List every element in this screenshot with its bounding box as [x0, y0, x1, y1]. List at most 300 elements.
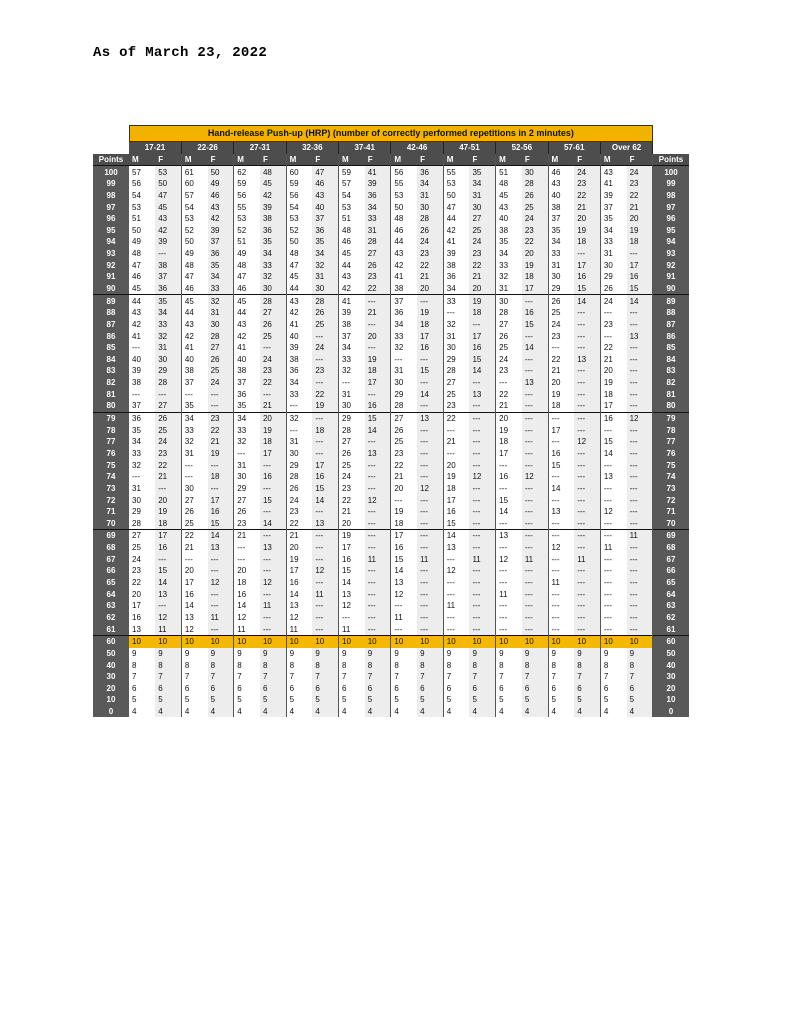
male-reps-cell: ---	[496, 518, 522, 530]
male-reps-cell: 25	[129, 542, 155, 554]
female-reps-cell: 19	[208, 448, 234, 460]
female-reps-cell: 17	[522, 283, 548, 295]
male-reps-cell: 45	[129, 283, 155, 295]
male-reps-cell: 7	[391, 671, 417, 683]
female-reps-cell: 4	[469, 706, 495, 718]
female-reps-cell: 14	[208, 530, 234, 542]
score-row	[93, 354, 689, 366]
female-reps-cell: 35	[469, 166, 495, 178]
male-reps-cell: 41	[443, 236, 469, 248]
points-cell-left: 87	[93, 319, 129, 331]
female-reps-cell: ---	[627, 577, 653, 589]
score-row	[93, 190, 689, 202]
female-reps-cell: 5	[155, 694, 181, 706]
female-reps-cell: ---	[469, 612, 495, 624]
male-reps-cell: 40	[181, 354, 207, 366]
female-reps-cell: 18	[627, 236, 653, 248]
score-row	[93, 201, 689, 213]
score-row	[93, 307, 689, 319]
male-reps-cell: ---	[129, 342, 155, 354]
female-reps-cell: ---	[522, 623, 548, 635]
female-reps-cell: ---	[574, 248, 600, 260]
female-reps-cell: ---	[522, 436, 548, 448]
male-reps-cell: 22	[600, 342, 626, 354]
female-reps-cell: ---	[365, 565, 391, 577]
female-reps-cell: 53	[155, 166, 181, 178]
female-reps-cell: 9	[417, 648, 443, 660]
female-reps-cell: ---	[365, 388, 391, 400]
female-reps-cell: 14	[417, 388, 443, 400]
female-reps-cell: 30	[155, 354, 181, 366]
female-reps-cell: ---	[312, 542, 338, 554]
male-header: M	[181, 154, 207, 166]
female-reps-cell: 31	[365, 224, 391, 236]
female-reps-cell: ---	[627, 494, 653, 506]
score-row	[93, 213, 689, 225]
female-reps-cell: ---	[574, 400, 600, 412]
male-reps-cell: 10	[181, 635, 207, 647]
female-reps-cell: 22	[312, 388, 338, 400]
score-row	[93, 342, 689, 354]
female-reps-cell: ---	[208, 600, 234, 612]
male-reps-cell: 13	[129, 623, 155, 635]
male-reps-cell: ---	[339, 377, 365, 389]
male-reps-cell: 16	[600, 412, 626, 424]
male-reps-cell: 48	[391, 213, 417, 225]
male-reps-cell: 22	[496, 388, 522, 400]
male-reps-cell: ---	[234, 553, 260, 565]
score-row	[93, 530, 689, 542]
female-reps-cell: 10	[155, 635, 181, 647]
female-reps-cell: 23	[155, 448, 181, 460]
female-reps-cell: 17	[574, 259, 600, 271]
male-reps-cell: 42	[339, 283, 365, 295]
male-reps-cell: 48	[496, 178, 522, 190]
points-cell-right: 60	[653, 635, 689, 647]
male-reps-cell: 48	[234, 259, 260, 271]
female-reps-cell: 18	[574, 236, 600, 248]
male-reps-cell: ---	[600, 623, 626, 635]
female-reps-cell: ---	[574, 612, 600, 624]
female-reps-cell: ---	[260, 565, 286, 577]
male-reps-cell: 28	[129, 518, 155, 530]
male-reps-cell: 20	[548, 377, 574, 389]
male-reps-cell: 34	[234, 412, 260, 424]
female-reps-cell: 10	[522, 635, 548, 647]
male-reps-cell: 7	[496, 671, 522, 683]
male-reps-cell: ---	[496, 600, 522, 612]
points-cell-left: 85	[93, 342, 129, 354]
male-reps-cell: 18	[391, 518, 417, 530]
male-reps-cell: 24	[496, 354, 522, 366]
male-reps-cell: 21	[286, 530, 312, 542]
male-reps-cell: 33	[129, 448, 155, 460]
female-reps-cell: ---	[312, 553, 338, 565]
male-reps-cell: 32	[443, 319, 469, 331]
male-reps-cell: 33	[234, 424, 260, 436]
points-cell-left: 64	[93, 588, 129, 600]
male-reps-cell: 19	[600, 377, 626, 389]
female-reps-cell: ---	[155, 600, 181, 612]
male-reps-cell: 43	[600, 166, 626, 178]
female-reps-cell: 7	[365, 671, 391, 683]
male-reps-cell: 26	[496, 330, 522, 342]
female-reps-cell: 19	[574, 224, 600, 236]
female-reps-cell: 16	[627, 271, 653, 283]
male-reps-cell: 20	[339, 518, 365, 530]
male-reps-cell: 50	[286, 236, 312, 248]
male-reps-cell: 14	[234, 600, 260, 612]
male-reps-cell: ---	[391, 494, 417, 506]
female-reps-cell: 20	[469, 283, 495, 295]
male-reps-cell: 19	[548, 388, 574, 400]
female-reps-cell: ---	[155, 248, 181, 260]
male-reps-cell: 46	[548, 166, 574, 178]
female-reps-cell: 17	[260, 448, 286, 460]
male-reps-cell: 22	[339, 494, 365, 506]
female-reps-cell: ---	[417, 459, 443, 471]
female-reps-cell: 23	[365, 271, 391, 283]
male-reps-cell: 48	[181, 259, 207, 271]
score-row	[93, 365, 689, 377]
points-cell-right: 30	[653, 671, 689, 683]
female-reps-cell: 31	[312, 271, 338, 283]
female-reps-cell: 22	[522, 236, 548, 248]
score-row	[93, 694, 689, 706]
points-cell-right: 66	[653, 565, 689, 577]
female-reps-cell: 34	[469, 178, 495, 190]
male-reps-cell: 27	[443, 377, 469, 389]
female-reps-cell: ---	[417, 295, 443, 307]
male-reps-cell: 34	[496, 248, 522, 260]
female-reps-cell: 12	[260, 577, 286, 589]
age-group-header: 27-31	[234, 142, 286, 154]
female-reps-cell: 38	[155, 259, 181, 271]
female-reps-cell: 5	[312, 694, 338, 706]
male-reps-cell: ---	[443, 448, 469, 460]
female-reps-cell: 9	[365, 648, 391, 660]
male-reps-cell: ---	[600, 518, 626, 530]
female-reps-cell: ---	[155, 388, 181, 400]
male-reps-cell: ---	[496, 565, 522, 577]
female-reps-cell: ---	[417, 623, 443, 635]
female-reps-cell: 10	[365, 635, 391, 647]
score-row	[93, 295, 689, 307]
female-reps-cell: 36	[365, 190, 391, 202]
female-reps-cell: 26	[522, 190, 548, 202]
score-row	[93, 330, 689, 342]
female-reps-cell: 33	[208, 283, 234, 295]
hrp-score-table-container	[93, 125, 689, 717]
female-reps-cell: 16	[260, 471, 286, 483]
male-reps-cell: 44	[286, 283, 312, 295]
male-reps-cell: 13	[181, 612, 207, 624]
male-reps-cell: 45	[339, 248, 365, 260]
male-reps-cell: 8	[234, 659, 260, 671]
age-group-header: 52-56	[496, 142, 548, 154]
male-reps-cell: 37	[181, 377, 207, 389]
male-reps-cell: 37	[600, 201, 626, 213]
male-reps-cell: 9	[496, 648, 522, 660]
female-reps-cell: 15	[155, 565, 181, 577]
points-cell-left: 40	[93, 659, 129, 671]
points-cell-right: 69	[653, 530, 689, 542]
male-reps-cell: 10	[129, 635, 155, 647]
score-row	[93, 659, 689, 671]
male-reps-cell: 60	[181, 178, 207, 190]
female-reps-cell: 7	[627, 671, 653, 683]
male-reps-cell: ---	[391, 600, 417, 612]
male-reps-cell: 10	[600, 635, 626, 647]
female-reps-cell: 14	[312, 494, 338, 506]
female-reps-cell: ---	[469, 459, 495, 471]
male-reps-cell: 32	[339, 365, 365, 377]
female-reps-cell: ---	[417, 471, 443, 483]
male-reps-cell: 22	[286, 518, 312, 530]
female-reps-cell: ---	[627, 542, 653, 554]
female-reps-cell: 9	[155, 648, 181, 660]
male-reps-cell: 46	[391, 224, 417, 236]
score-row	[93, 553, 689, 565]
male-reps-cell: 51	[234, 236, 260, 248]
male-reps-cell: 32	[496, 271, 522, 283]
male-reps-cell: 7	[339, 671, 365, 683]
male-reps-cell: 5	[234, 694, 260, 706]
male-reps-cell: 32	[181, 436, 207, 448]
female-reps-cell: 18	[260, 436, 286, 448]
male-header: M	[443, 154, 469, 166]
points-cell-right: 50	[653, 648, 689, 660]
male-reps-cell: 23	[391, 448, 417, 460]
female-reps-cell: ---	[417, 565, 443, 577]
male-reps-cell: 29	[548, 283, 574, 295]
female-reps-cell: ---	[208, 565, 234, 577]
female-reps-cell: ---	[417, 400, 443, 412]
female-reps-cell: ---	[417, 354, 443, 366]
female-reps-cell: ---	[260, 459, 286, 471]
male-reps-cell: 14	[391, 565, 417, 577]
female-reps-cell: 11	[155, 623, 181, 635]
male-reps-cell: 6	[496, 682, 522, 694]
male-reps-cell: 5	[548, 694, 574, 706]
female-reps-cell: ---	[627, 436, 653, 448]
points-cell-right: 77	[653, 436, 689, 448]
points-cell-left: 20	[93, 682, 129, 694]
male-reps-cell: 44	[181, 307, 207, 319]
points-cell-right: 78	[653, 424, 689, 436]
male-reps-cell: 32	[391, 342, 417, 354]
female-reps-cell: 32	[208, 295, 234, 307]
male-reps-cell: 41	[391, 271, 417, 283]
female-reps-cell: ---	[574, 542, 600, 554]
male-reps-cell: ---	[496, 577, 522, 589]
female-reps-cell: ---	[574, 600, 600, 612]
female-reps-cell: ---	[469, 506, 495, 518]
male-reps-cell: 42	[286, 307, 312, 319]
male-reps-cell: ---	[548, 342, 574, 354]
male-reps-cell: 7	[181, 671, 207, 683]
female-reps-cell: ---	[365, 518, 391, 530]
female-reps-cell: 28	[365, 236, 391, 248]
score-row	[93, 236, 689, 248]
score-row	[93, 682, 689, 694]
male-reps-cell: 52	[181, 224, 207, 236]
female-reps-cell: ---	[469, 542, 495, 554]
female-reps-cell: ---	[522, 365, 548, 377]
blank-cell	[653, 142, 689, 154]
age-group-header: 42-46	[391, 142, 443, 154]
male-reps-cell: 9	[391, 648, 417, 660]
female-reps-cell: ---	[417, 448, 443, 460]
female-reps-cell: ---	[574, 483, 600, 495]
female-reps-cell: ---	[365, 342, 391, 354]
female-reps-cell: ---	[365, 600, 391, 612]
points-cell-right: 84	[653, 354, 689, 366]
female-reps-cell: ---	[365, 459, 391, 471]
score-row	[93, 377, 689, 389]
male-reps-cell: 8	[496, 659, 522, 671]
male-reps-cell: ---	[548, 436, 574, 448]
female-reps-cell: 18	[365, 365, 391, 377]
male-reps-cell: 40	[548, 190, 574, 202]
male-reps-cell: 33	[286, 388, 312, 400]
female-header: F	[208, 154, 234, 166]
male-reps-cell: 7	[548, 671, 574, 683]
male-reps-cell: 25	[391, 436, 417, 448]
female-reps-cell: ---	[522, 542, 548, 554]
female-reps-cell: 22	[417, 259, 443, 271]
female-reps-cell: 23	[260, 365, 286, 377]
female-reps-cell: 33	[155, 319, 181, 331]
table-title: Hand-release Push-up (HRP) (number of correctly performed repetitions in 2 minutes)	[129, 126, 653, 142]
female-reps-cell: ---	[627, 448, 653, 460]
points-cell-right: 93	[653, 248, 689, 260]
female-reps-cell: 12	[574, 436, 600, 448]
male-reps-cell: 50	[129, 224, 155, 236]
male-reps-cell: ---	[443, 623, 469, 635]
female-reps-cell: 21	[208, 436, 234, 448]
male-reps-cell: 55	[234, 201, 260, 213]
male-reps-cell: 10	[339, 635, 365, 647]
male-reps-cell: 4	[391, 706, 417, 718]
female-reps-cell: 24	[522, 213, 548, 225]
male-reps-cell: 56	[286, 190, 312, 202]
female-reps-cell: 4	[574, 706, 600, 718]
female-reps-cell: 10	[574, 635, 600, 647]
male-reps-cell: 6	[339, 682, 365, 694]
male-reps-cell: 55	[443, 166, 469, 178]
male-reps-cell: 6	[548, 682, 574, 694]
male-reps-cell: 49	[129, 236, 155, 248]
female-reps-cell: ---	[469, 400, 495, 412]
male-reps-cell: 44	[129, 295, 155, 307]
male-reps-cell: 29	[129, 506, 155, 518]
female-reps-cell: 25	[522, 201, 548, 213]
male-reps-cell: 40	[286, 330, 312, 342]
male-reps-cell: ---	[600, 307, 626, 319]
female-reps-cell: 17	[469, 330, 495, 342]
points-cell-left: 100	[93, 166, 129, 178]
points-cell-right: 74	[653, 471, 689, 483]
male-reps-cell: 30	[129, 494, 155, 506]
male-reps-cell: ---	[129, 388, 155, 400]
score-row	[93, 706, 689, 718]
female-reps-cell: 22	[365, 283, 391, 295]
points-cell-right: 100	[653, 166, 689, 178]
male-reps-cell: 35	[234, 400, 260, 412]
male-reps-cell: ---	[600, 612, 626, 624]
male-reps-cell: 39	[129, 365, 155, 377]
male-reps-cell: 34	[548, 236, 574, 248]
female-reps-cell: ---	[469, 588, 495, 600]
points-cell-left: 97	[93, 201, 129, 213]
female-reps-cell: ---	[627, 248, 653, 260]
male-reps-cell: 29	[234, 483, 260, 495]
score-row	[93, 424, 689, 436]
male-reps-cell: 7	[600, 671, 626, 683]
score-row	[93, 600, 689, 612]
male-reps-cell: 21	[234, 530, 260, 542]
male-reps-cell: 8	[443, 659, 469, 671]
male-reps-cell: 12	[548, 542, 574, 554]
male-reps-cell: 20	[234, 565, 260, 577]
female-reps-cell: 42	[260, 190, 286, 202]
female-reps-cell: 28	[522, 178, 548, 190]
female-reps-cell: 34	[417, 178, 443, 190]
male-reps-cell: 22	[391, 459, 417, 471]
male-reps-cell: 15	[496, 494, 522, 506]
male-reps-cell: ---	[600, 600, 626, 612]
male-reps-cell: 11	[286, 623, 312, 635]
points-cell-right: 62	[653, 612, 689, 624]
blank-cell	[93, 142, 129, 154]
female-reps-cell: 6	[208, 682, 234, 694]
female-reps-cell: ---	[574, 412, 600, 424]
female-reps-cell: ---	[208, 623, 234, 635]
female-reps-cell: ---	[627, 471, 653, 483]
male-reps-cell: 4	[234, 706, 260, 718]
female-reps-cell: 11	[627, 530, 653, 542]
age-group-header: 22-26	[181, 142, 233, 154]
male-reps-cell: 15	[391, 553, 417, 565]
female-reps-cell: 25	[208, 365, 234, 377]
female-reps-cell: ---	[312, 623, 338, 635]
male-reps-cell: 27	[181, 494, 207, 506]
female-reps-cell: 34	[365, 201, 391, 213]
female-reps-cell: 7	[312, 671, 338, 683]
female-reps-cell: 9	[522, 648, 548, 660]
male-reps-cell: 43	[339, 271, 365, 283]
male-reps-cell: 4	[443, 706, 469, 718]
male-reps-cell: 18	[234, 577, 260, 589]
male-reps-cell: ---	[548, 588, 574, 600]
male-reps-cell: 5	[496, 694, 522, 706]
female-reps-cell: 45	[155, 201, 181, 213]
male-reps-cell: 26	[339, 448, 365, 460]
female-reps-cell: ---	[260, 623, 286, 635]
male-reps-cell: 23	[129, 565, 155, 577]
points-cell-right: 83	[653, 365, 689, 377]
female-reps-cell: 11	[469, 553, 495, 565]
points-cell-left: 80	[93, 400, 129, 412]
female-reps-cell: 16	[574, 271, 600, 283]
female-reps-cell: 21	[469, 271, 495, 283]
female-reps-cell: 11	[208, 612, 234, 624]
score-row	[93, 565, 689, 577]
female-reps-cell: 31	[417, 190, 443, 202]
male-reps-cell: 40	[496, 213, 522, 225]
male-reps-cell: 47	[181, 271, 207, 283]
